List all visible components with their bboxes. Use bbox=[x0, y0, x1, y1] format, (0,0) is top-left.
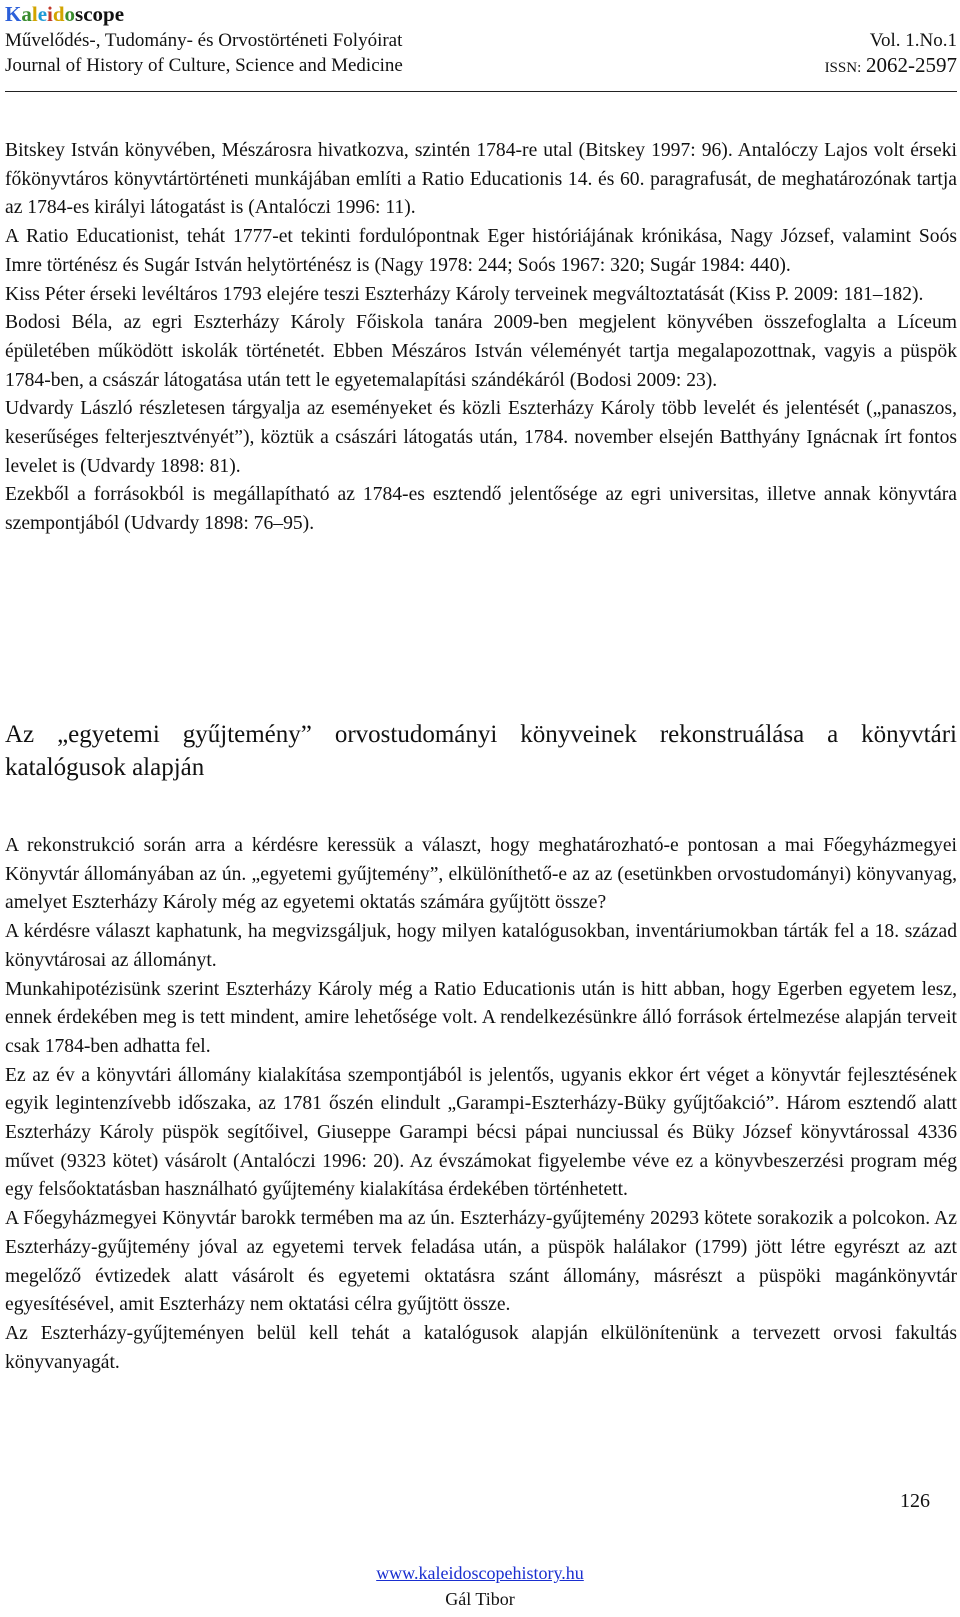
section-heading: Az „egyetemi gyűjtemény” orvostudományi könyveinek rekonstruálása a könyvtári katalógusok alapján bbox=[5, 721, 957, 781]
article-body bbox=[5, 137, 957, 539]
paragraph: Az Eszterházy-gyűjteményen belül kell tehát a katalógusok alapján elkülönítenünk a tervezett orvosi fakultás könyvanyagát. bbox=[5, 1322, 957, 1373]
journal-subtitle-hu: Művelődés-, Tudomány- és Orvostörténeti Folyóirat bbox=[5, 30, 403, 51]
paragraph: Kiss Péter érseki levéltáros 1793 elejére teszi Eszterházy Károly terveinek megváltoztatását (Kiss P. 2009: 181–182). bbox=[5, 283, 924, 305]
page-footer bbox=[0, 1560, 960, 1612]
journal-header bbox=[5, 0, 957, 78]
paragraph: A Ratio Educationist, tehát 1777-et tekinti fordulópontnak Eger históriájának krónikása, Nagy József, valamint Soós Imre történész és Sugár István helytörténész is (Nagy 1978: 244; Soós 1967: 320; Sugár 1984: 440). bbox=[5, 226, 957, 276]
issn bbox=[825, 53, 957, 81]
paragraph: Munkahipotézisünk szerint Eszterházy Károly még a Ratio Educationis után is hitt abban, hogy Egerben egyetem lesz, ennek érdekében meg is tett mindent, amire lehetősége volt. A rendelkezésünkre álló források értelmezése alapján terveit csak 1784-ben adhatta fel. bbox=[5, 978, 957, 1057]
header-row-en bbox=[5, 53, 957, 78]
paragraph: A Főegyházmegyei Könyvtár barokk termében ma az ún. Eszterházy-gyűjtemény 20293 kötete sorakozik a polcokon. Az Eszterházy-gyűjtemény jóval az egyetemi tervek feladása után, a püspök halálakor (1799) jött létre egyrészt az azt megelőző évtizedek alatt vásárolt és egyetemi oktatásra szánt állomány, másrészt a püspöki magánkönyvtár egyesítésével, amit Eszterházy nem oktatási célra gyűjtött össze. bbox=[5, 1208, 957, 1316]
page-number: 126 bbox=[900, 1490, 930, 1512]
logo-letter: o bbox=[64, 2, 76, 26]
logo-letter: scope bbox=[75, 2, 125, 26]
header-row-hu bbox=[5, 28, 957, 53]
section-reconstruction bbox=[5, 718, 957, 1377]
paragraph: Bitskey István könyvében, Mészárosra hivatkozva, szintén 1784-re utal (Bitskey 1997: 96). Antalóczy Lajos volt érseki főkönyvtáros könyvtártörténeti munkájában említi a Ratio Educationis 14. és 60. paragrafusát, de meghatározónak tartja az 1784-es királyi látogatást is (Antalóczi 1996: 11). bbox=[5, 140, 957, 219]
header-divider bbox=[5, 91, 957, 92]
issn-label: ISSN: bbox=[824, 60, 862, 76]
logo-letter: a bbox=[21, 2, 32, 26]
website-link[interactable]: www.kaleidoscopehistory.hu bbox=[376, 1563, 584, 1583]
paragraph: A rekonstrukció során arra a kérdésre keressük a választ, hogy meghatározható-e pontosan a mai Főegyházmegyei Könyvtár állományában az ún. „egyetemi gyűjtemény”, elkülöníthető-e az az (esetünkben orvostudományi) könyvanyag, amelyet Eszterházy Károly még az egyetemi oktatás számára gyűjtött össze? bbox=[5, 835, 957, 914]
logo-letter: e bbox=[37, 2, 48, 26]
paragraph: A kérdésre választ kaphatunk, ha megvizsgáljuk, hogy milyen katalógusokban, inventáriumokban tárták fel a 18. század könyvtárosai az állományt. bbox=[5, 921, 957, 971]
logo-letter: d bbox=[52, 2, 65, 26]
journal-logo bbox=[5, 0, 957, 28]
paragraph: Bodosi Béla, az egri Eszterházy Károly Főiskola tanára 2009-ben megjelent könyvében összefoglalta a Líceum épületében működött iskolák történetét. Ebben Mészáros István véleményét tartja megalapozottnak, vagyis a püspök 1784-ben, a császár látogatása után tett le egyetemalapítási szándékáról (Bodosi 2009: 23). bbox=[5, 312, 957, 391]
volume-number: Vol. 1.No.1 bbox=[869, 30, 957, 51]
footer-author: Gál Tibor bbox=[445, 1589, 515, 1609]
logo-letter: l bbox=[31, 2, 38, 26]
section-paragraphs bbox=[5, 832, 957, 1377]
paragraph: Udvardy László részletesen tárgyalja az eseményeket és közli Eszterházy Károly több levelét és jelentését („panaszos, keserűséges felterjesztvényét”), köztük a császári látogatás után, 1784. november elsején Batthyány Ignácnak írt fontos levelet is (Udvardy 1898: 81). bbox=[5, 398, 957, 477]
logo-letter: i bbox=[47, 2, 53, 26]
issn-number: 2062-2597 bbox=[866, 53, 957, 77]
paragraph: Ez az év a könyvtári állomány kialakítása szempontjából is jelentős, ugyanis ekkor ért véget a könyvtár fejlesztésének egyik legintenzívebb időszaka, az 1781 őszén elindult „Garampi-Eszterházy-Büky gyűjtőakció”. Három esztendő alatt Eszterházy Károly püspök segítőivel, Giuseppe Garampi bécsi pápai nunciussal és Büky József könyvtárossal 4336 művet (9323 kötet) vásárolt (Antalóczi 1996: 20). Az évszámokat figyelembe véve ez a könyvbeszerzési program még egy felsőoktatásban használható gyűjtemény kialakítása érdekében történhetett. bbox=[5, 1064, 957, 1201]
logo-letter: K bbox=[5, 2, 22, 26]
paragraph: Ezekből a forrásokból is megállapítható az 1784-es esztendő jelentősége az egri universitas, illetve annak könyvtára szempontjából (Udvardy 1898: 76–95). bbox=[5, 484, 957, 535]
journal-subtitle-en: Journal of History of Culture, Science and Medicine bbox=[5, 55, 403, 76]
